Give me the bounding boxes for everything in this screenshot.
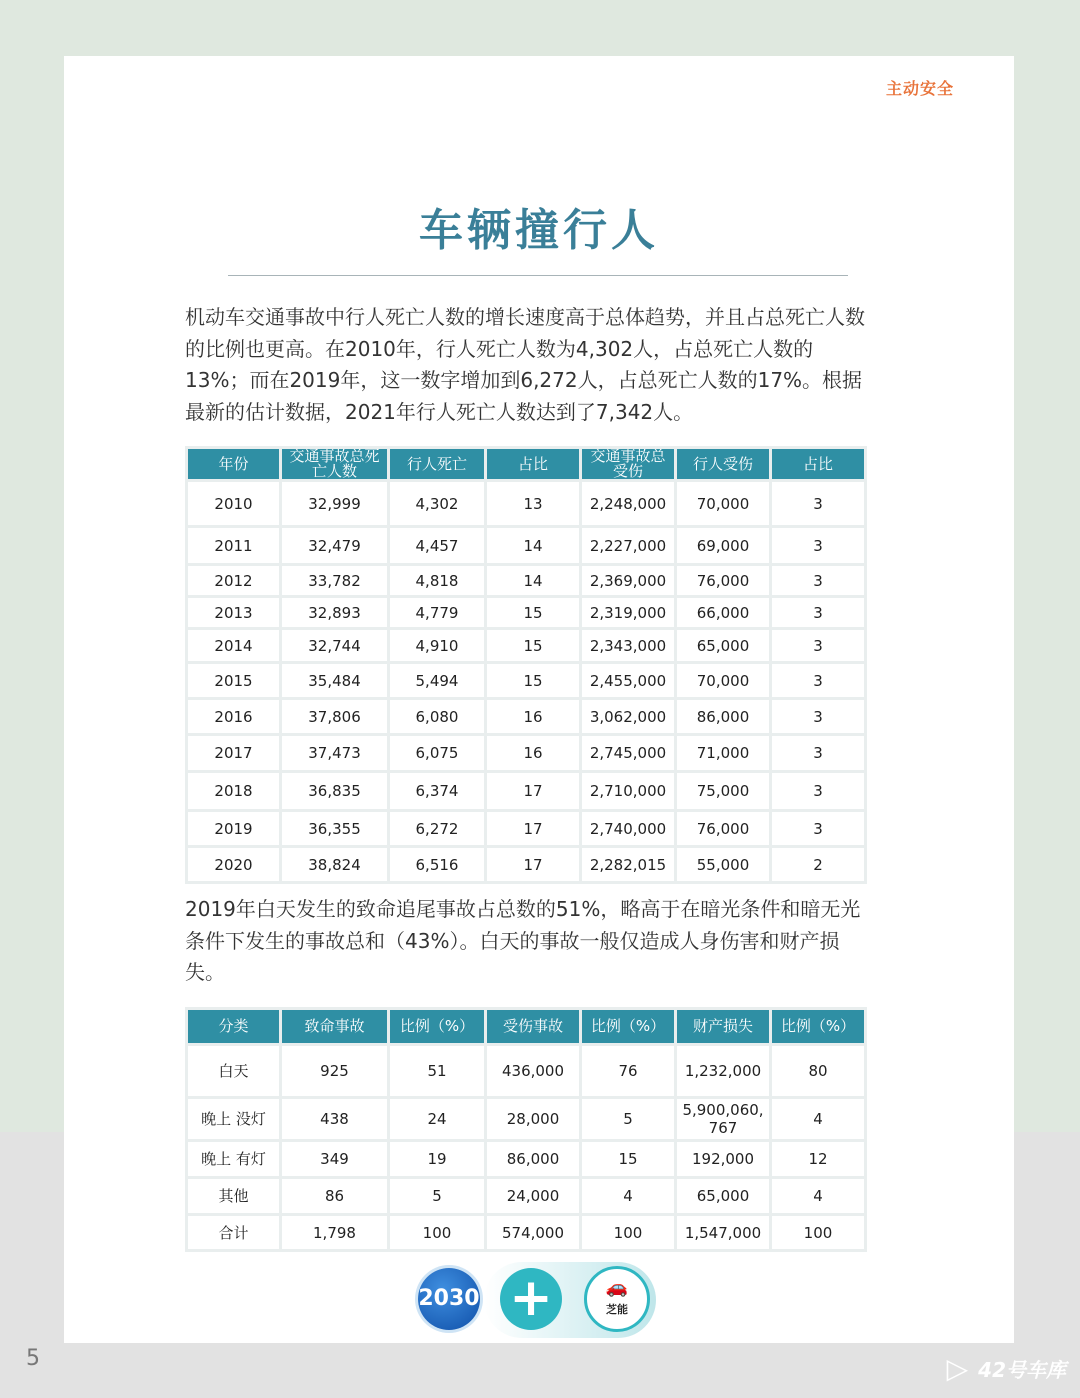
- table-row: [188, 848, 864, 881]
- table-cell: 2,248,000: [582, 482, 674, 525]
- table-cell: 2011: [188, 528, 279, 563]
- table-cell: 15: [487, 598, 579, 627]
- table-cell: 71,000: [677, 736, 769, 770]
- table-row: [188, 566, 864, 595]
- table-cell: 3,062,000: [582, 700, 674, 733]
- col-header-injury-share: 占比: [772, 449, 864, 479]
- table-row: [188, 736, 864, 770]
- table-cell: 15: [487, 630, 579, 661]
- table-cell: 37,806: [282, 700, 387, 733]
- table-cell: 32,999: [282, 482, 387, 525]
- table-cell: 4: [582, 1179, 674, 1213]
- table-cell: 2,227,000: [582, 528, 674, 563]
- table-cell: 436,000: [487, 1046, 579, 1096]
- table-cell: 16: [487, 736, 579, 770]
- col-header-pedestrian-deaths: 行人死亡: [390, 449, 484, 479]
- table-cell: 438: [282, 1099, 387, 1139]
- table-cell: 5,900,060,767: [677, 1099, 769, 1139]
- table-cell: 70,000: [677, 664, 769, 697]
- table-cell: 76: [582, 1046, 674, 1096]
- table-cell: 2018: [188, 773, 279, 809]
- zhineng-logo-icon: [584, 1266, 650, 1332]
- table-cell: 65,000: [677, 1179, 769, 1213]
- table-cell: 33,782: [282, 566, 387, 595]
- table-cell: 36,355: [282, 812, 387, 845]
- table-cell: 86,000: [487, 1142, 579, 1176]
- table-cell: 3: [772, 664, 864, 697]
- table-cell: 晚上 没灯: [188, 1099, 279, 1139]
- table-cell: 13: [487, 482, 579, 525]
- table-row: [188, 630, 864, 661]
- table-cell: 32,479: [282, 528, 387, 563]
- table-cell: 37,473: [282, 736, 387, 770]
- table-cell: 76,000: [677, 566, 769, 595]
- table-cell: 100: [582, 1216, 674, 1249]
- table-cell: 2010: [188, 482, 279, 525]
- table-cell: 4,302: [390, 482, 484, 525]
- car-icon: 🚗: [605, 1277, 629, 1298]
- table-cell: 17: [487, 812, 579, 845]
- table-cell: 3: [772, 598, 864, 627]
- table-cell: 3: [772, 773, 864, 809]
- table-cell: 86,000: [677, 700, 769, 733]
- table-row: [188, 482, 864, 525]
- pedestrian-stats-table: [185, 446, 867, 884]
- table-cell: 6,075: [390, 736, 484, 770]
- table-cell: 5: [582, 1099, 674, 1139]
- table-cell: 349: [282, 1142, 387, 1176]
- table-cell: 2014: [188, 630, 279, 661]
- lighting-accident-table: [185, 1007, 867, 1252]
- table-cell: 晚上 有灯: [188, 1142, 279, 1176]
- col-header-category: 分类: [188, 1010, 279, 1043]
- table-row: [188, 664, 864, 697]
- table-cell: 925: [282, 1046, 387, 1096]
- table-cell: 2,455,000: [582, 664, 674, 697]
- page-number: 5: [26, 1346, 40, 1371]
- col-header-total-deaths: 交通事故总死亡人数: [282, 449, 387, 479]
- table-cell: 66,000: [677, 598, 769, 627]
- intro-paragraph: 机动车交通事故中行人死亡人数的增长速度高于总体趋势，并且占总死亡人数的比例也更高。在2010年，行人死亡人数为4,302人，占总死亡人数的13%；而在2019年，这一数字增加到6,272人，占总死亡人数的17%。根据最新的估计数据，2021年行人死亡人数达到了7,342人。: [185, 305, 865, 424]
- table-cell: 14: [487, 566, 579, 595]
- table-cell: 2,369,000: [582, 566, 674, 595]
- table-cell: 4: [772, 1099, 864, 1139]
- col-header-property-percent: 比例（%）: [772, 1010, 864, 1043]
- table-cell: 2,343,000: [582, 630, 674, 661]
- table-cell: 3: [772, 700, 864, 733]
- col-header-pedestrian-injuries: 行人受伤: [677, 449, 769, 479]
- table-cell: 65,000: [677, 630, 769, 661]
- table-cell: 35,484: [282, 664, 387, 697]
- partner-logos: [418, 1260, 658, 1340]
- table-row: [188, 773, 864, 809]
- col-header-property-damage: 财产损失: [677, 1010, 769, 1043]
- table-cell: 白天: [188, 1046, 279, 1096]
- table-cell: 3: [772, 528, 864, 563]
- table-cell: 17: [487, 773, 579, 809]
- table-header-row: [188, 1010, 864, 1043]
- table-cell: 2019: [188, 812, 279, 845]
- page-title: 车辆撞行人: [419, 205, 659, 256]
- table-cell: 100: [772, 1216, 864, 1249]
- table-cell: 1,547,000: [677, 1216, 769, 1249]
- watermark: [947, 1352, 1066, 1385]
- table-cell: 3: [772, 736, 864, 770]
- col-header-total-injuries: 交通事故总受伤: [582, 449, 674, 479]
- col-header-injury-percent: 比例（%）: [582, 1010, 674, 1043]
- table-cell: 100: [390, 1216, 484, 1249]
- table-cell: 32,893: [282, 598, 387, 627]
- table-cell: 2,282,015: [582, 848, 674, 881]
- watermark-logo-icon: ▷: [946, 1352, 969, 1385]
- table-cell: 2,740,000: [582, 812, 674, 845]
- table-row: [188, 1046, 864, 1096]
- table-cell: 4: [772, 1179, 864, 1213]
- table-cell: 4,818: [390, 566, 484, 595]
- section-tag: 主动安全: [885, 79, 954, 98]
- table-cell: 6,374: [390, 773, 484, 809]
- table-cell: 3: [772, 630, 864, 661]
- title-divider: [228, 275, 848, 276]
- table-cell: 2,710,000: [582, 773, 674, 809]
- table-cell: 2,319,000: [582, 598, 674, 627]
- table-cell: 17: [487, 848, 579, 881]
- logo-2030-icon: 2030: [418, 1268, 480, 1330]
- table-cell: 合计: [188, 1216, 279, 1249]
- table-cell: 2012: [188, 566, 279, 595]
- table-cell: 2015: [188, 664, 279, 697]
- table-row: [188, 1179, 864, 1213]
- col-header-injury-accidents: 受伤事故: [487, 1010, 579, 1043]
- table-cell: 86: [282, 1179, 387, 1213]
- table-cell: 28,000: [487, 1099, 579, 1139]
- table-cell: 2,745,000: [582, 736, 674, 770]
- zhineng-logo-text: 芝能: [606, 1303, 628, 1316]
- table-cell: 192,000: [677, 1142, 769, 1176]
- table-cell: 38,824: [282, 848, 387, 881]
- table-cell: 69,000: [677, 528, 769, 563]
- table-cell: 3: [772, 566, 864, 595]
- table-row: [188, 1099, 864, 1139]
- table-cell: 55,000: [677, 848, 769, 881]
- table-row: [188, 700, 864, 733]
- table-cell: 4,910: [390, 630, 484, 661]
- table-cell: 15: [582, 1142, 674, 1176]
- daytime-paragraph: 2019年白天发生的致命追尾事故占总数的51%，略高于在暗光条件和暗无光条件下发生的事故总和（43%）。白天的事故一般仅造成人身伤害和财产损失。: [185, 897, 861, 984]
- table-cell: 32,744: [282, 630, 387, 661]
- table-cell: 51: [390, 1046, 484, 1096]
- table-cell: 19: [390, 1142, 484, 1176]
- table-cell: 70,000: [677, 482, 769, 525]
- table-header-row: [188, 449, 864, 479]
- col-header-death-share: 占比: [487, 449, 579, 479]
- table-row: [188, 598, 864, 627]
- table-cell: 2020: [188, 848, 279, 881]
- plus-icon: +: [500, 1268, 562, 1330]
- table-cell: 1,798: [282, 1216, 387, 1249]
- col-header-fatal-accidents: 致命事故: [282, 1010, 387, 1043]
- col-header-year: 年份: [188, 449, 279, 479]
- table-cell: 1,232,000: [677, 1046, 769, 1096]
- table-cell: 3: [772, 812, 864, 845]
- table-cell: 12: [772, 1142, 864, 1176]
- table-cell: 2: [772, 848, 864, 881]
- table-row: [188, 1142, 864, 1176]
- table-row: [188, 1216, 864, 1249]
- table-cell: 2017: [188, 736, 279, 770]
- table-cell: 80: [772, 1046, 864, 1096]
- table-cell: 3: [772, 482, 864, 525]
- table-cell: 6,272: [390, 812, 484, 845]
- page-sheet: [64, 56, 1014, 1343]
- table-cell: 6,080: [390, 700, 484, 733]
- table-cell: 6,516: [390, 848, 484, 881]
- watermark-text: 42号车库: [978, 1358, 1066, 1382]
- table-cell: 14: [487, 528, 579, 563]
- table-cell: 16: [487, 700, 579, 733]
- table-cell: 574,000: [487, 1216, 579, 1249]
- table-cell: 75,000: [677, 773, 769, 809]
- table-row: [188, 812, 864, 845]
- table-cell: 2013: [188, 598, 279, 627]
- table-cell: 15: [487, 664, 579, 697]
- table-row: [188, 528, 864, 563]
- table-cell: 5: [390, 1179, 484, 1213]
- table-cell: 5,494: [390, 664, 484, 697]
- table-cell: 其他: [188, 1179, 279, 1213]
- table-cell: 76,000: [677, 812, 769, 845]
- table-cell: 24,000: [487, 1179, 579, 1213]
- table-cell: 36,835: [282, 773, 387, 809]
- table-cell: 4,779: [390, 598, 484, 627]
- table-cell: 24: [390, 1099, 484, 1139]
- table-cell: 2016: [188, 700, 279, 733]
- col-header-fatal-percent: 比例（%）: [390, 1010, 484, 1043]
- table-cell: 4,457: [390, 528, 484, 563]
